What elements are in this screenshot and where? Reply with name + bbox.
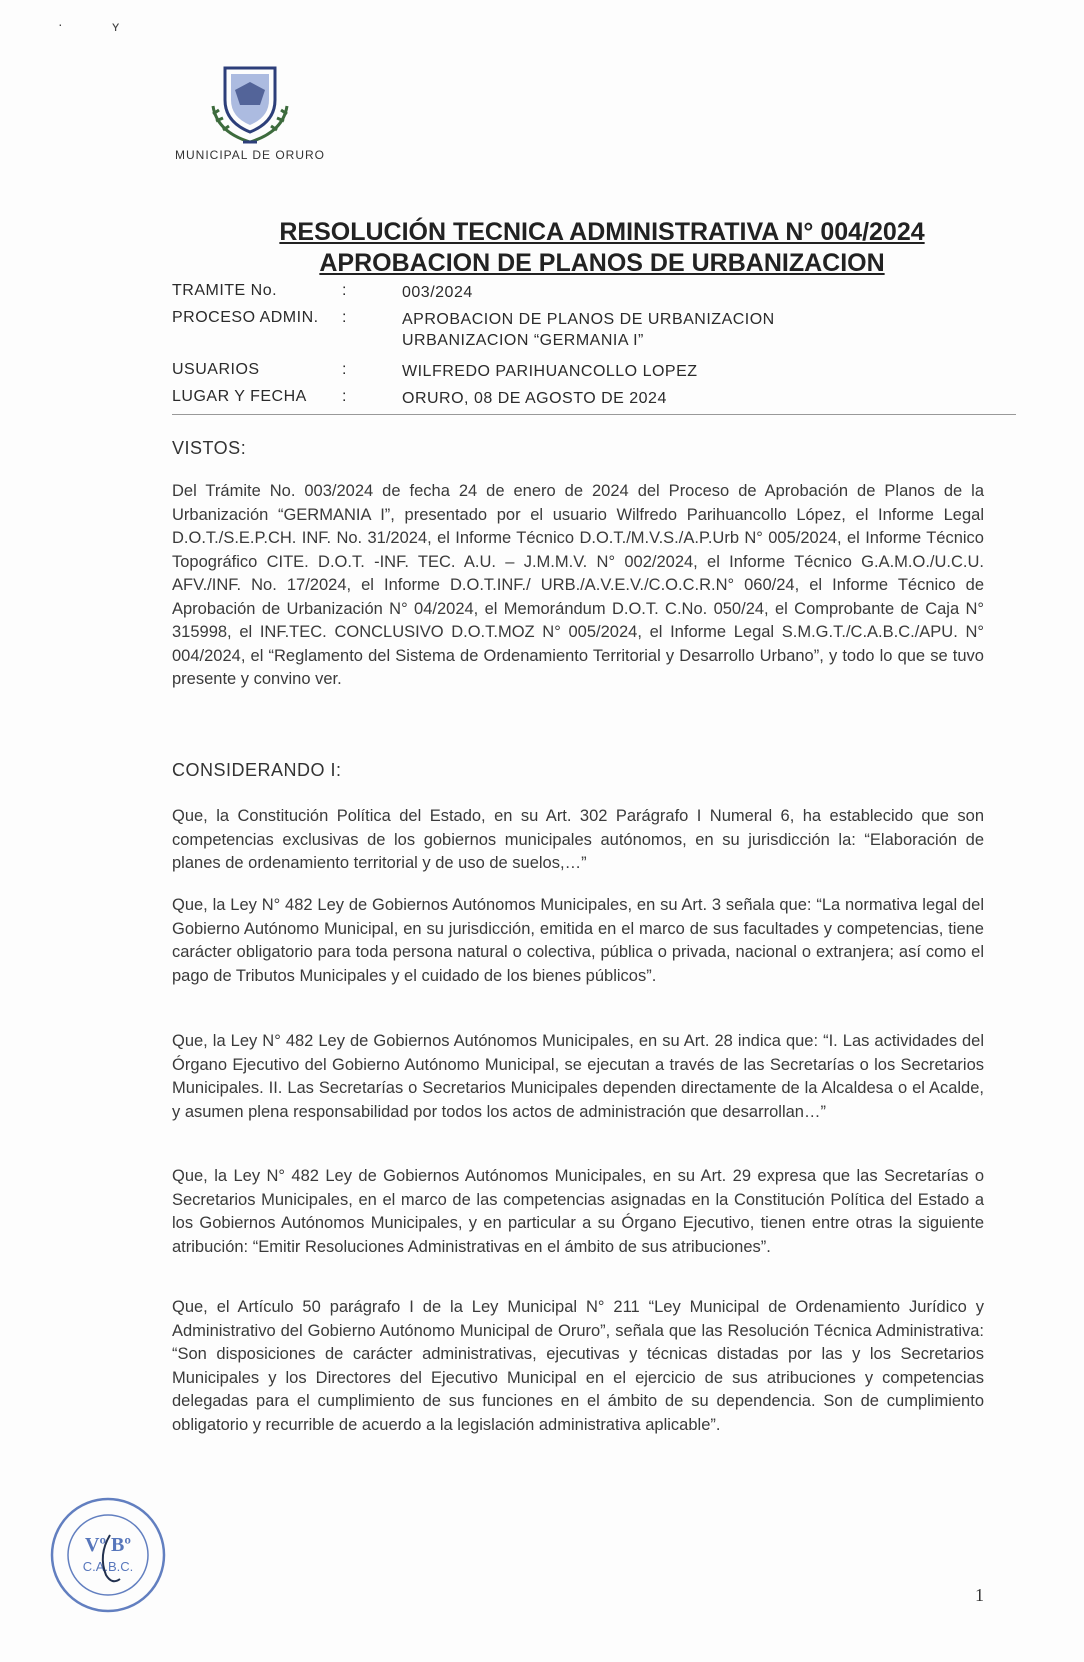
vistos-heading: VISTOS: bbox=[172, 438, 247, 458]
colon: : bbox=[342, 388, 347, 405]
logo-caption: MUNICIPAL DE ORURO bbox=[174, 148, 325, 162]
municipal-coat-of-arms-logo bbox=[205, 60, 295, 150]
tramite-row bbox=[172, 282, 1016, 303]
proceso-label: PROCESO ADMIN. bbox=[172, 309, 319, 326]
scan-mark: · bbox=[58, 16, 63, 32]
approval-seal-stamp bbox=[48, 1495, 168, 1615]
considerando-paragraph-3: Que, la Ley N° 482 Ley de Gobiernos Autónomos Municipales, en su Art. 28 indica que: “I. Las actividades del Órgano Ejecutivo del Gobierno Autónomo Municipal, se ejecutan a través de las Secretarías o los Secretarios Municipales. II. Las Secretarías o Secretarios Municipales dependen directamente de la Alcaldesa o el Acalde, y asumen plena responsabilidad por todos los actos de administración que desarrollan…” bbox=[172, 1032, 984, 1121]
tramite-label: TRAMITE No. bbox=[172, 282, 278, 299]
usuarios-label: USUARIOS bbox=[172, 361, 260, 378]
procedure-info bbox=[172, 282, 1016, 415]
tramite-value: 003/2024 bbox=[402, 284, 473, 301]
document-subtitle: APROBACION DE PLANOS DE URBANIZACION bbox=[319, 249, 885, 277]
svg-text:C.A.B.C.: C.A.B.C. bbox=[82, 1559, 134, 1574]
lugar-fecha-value: ORURO, 08 DE AGOSTO DE 2024 bbox=[402, 390, 667, 407]
divider bbox=[172, 414, 1016, 415]
proceso-value-line1: APROBACION DE PLANOS DE URBANIZACION bbox=[402, 311, 775, 328]
considerando-paragraph-4: Que, la Ley N° 482 Ley de Gobiernos Autónomos Municipales, en su Art. 29 expresa que las Secretarías o Secretarios Municipales, en el marco de las competencias asignadas en la Constitución Política del Estado a los Gobiernos Autónomos Municipales, y en particular a su Órgano Ejecutivo, tienen entre otras la siguiente atribución: “Emitir Resoluciones Administrativas en el ámbito de sus atribuciones”. bbox=[172, 1167, 984, 1256]
proceso-value-line2: URBANIZACION “GERMANIA I” bbox=[402, 332, 644, 349]
usuarios-row bbox=[172, 361, 1016, 382]
colon: : bbox=[342, 361, 347, 378]
considerando-paragraph-1: Que, la Constitución Política del Estado, en su Art. 302 Parágrafo I Numeral 6, ha establecido que son competencias exclusivas de los gobiernos municipales autónomos, en su jurisdicción la: “Elaboración de planes de ordenamiento territorial y de uso de suelos,…” bbox=[172, 807, 984, 872]
page-number: 1 bbox=[975, 1585, 984, 1605]
document-title: RESOLUCIÓN TECNICA ADMINISTRATIVA N° 004/2024 bbox=[279, 218, 925, 246]
considerando-heading: CONSIDERANDO I: bbox=[172, 760, 342, 780]
lugar-fecha-row bbox=[172, 388, 1016, 409]
considerando-paragraph-2: Que, la Ley N° 482 Ley de Gobiernos Autónomos Municipales, en su Art. 3 señala que: “La normativa legal del Gobierno Autónomo Municipal, en su jurisdicción, emitida en el marco de sus facultades y competencias, tiene carácter obligatorio para toda persona natural o colectiva, pública o privada, nacional o extranjera; así como el pago de Tributos Municipales y el cuidado de los bienes públicos”. bbox=[172, 896, 984, 985]
proceso-row bbox=[172, 309, 1016, 351]
colon: : bbox=[342, 282, 347, 299]
svg-text:Vº Bº: Vº Bº bbox=[85, 1534, 131, 1556]
vistos-paragraph: Del Trámite No. 003/2024 de fecha 24 de enero de 2024 del Proceso de Aprobación de Planos de la Urbanización “GERMANIA I”, presentado por el usuario Wilfredo Parihuancollo López, el Informe Legal D.O.T./S.E.P.CH. INF. No. 31/2024, el Informe Técnico D.O.T./M.V.S./A.P.Urb N° 005/2024, el Informe Técnico Topográfico CITE. D.O.T. -INF. TEC. A.U. – J.M.M.V. N° 002/2024, el Informe Técnico G.A.M.O./U.C.U. AFV./INF. No. 17/2024, el Informe D.O.T.INF./ URB./A.V.E.V./C.O.C.R.N° 060/24, el Informe Técnico de Aprobación de Urbanización N° 04/2024, el Memorándum D.O.T. C.No. 050/24, el Comprobante de Caja N° 315998, el INF.TEC. CONCLUSIVO D.O.T.MOZ N° 005/2024, el Informe Legal S.M.G.T./C.A.B.C./APU. N° 004/2024, el “Reglamento del Sistema de Ordenamiento Territorial y Desarrollo Urbano”, y todo lo que se tuvo presente y convino ver. bbox=[172, 482, 984, 688]
colon: : bbox=[342, 309, 347, 326]
considerando-paragraph-5: Que, el Artículo 50 parágrafo I de la Ley Municipal N° 211 “Ley Municipal de Ordenamiento Jurídico y Administrativo del Gobierno Autónomo Municipal de Oruro”, señala que las Resolución Técnica Administrativa: “Son disposiciones de carácter administrativas, ejecutivas y técnicas distadas por las y los Secretarios Municipales y los Directores del Ejecutivo Municipal en el ejercicio de sus atribuciones y competencias delegadas para el cumplimiento de sus funciones en el ámbito de su dependencia. Son de cumplimiento obligatorio y recurrible de acuerdo a la legislación administrativa aplicable”. bbox=[172, 1298, 984, 1434]
scan-mark: ʏ bbox=[112, 18, 120, 34]
lugar-fecha-label: LUGAR Y FECHA bbox=[172, 388, 307, 405]
usuarios-value: WILFREDO PARIHUANCOLLO LOPEZ bbox=[402, 363, 698, 380]
